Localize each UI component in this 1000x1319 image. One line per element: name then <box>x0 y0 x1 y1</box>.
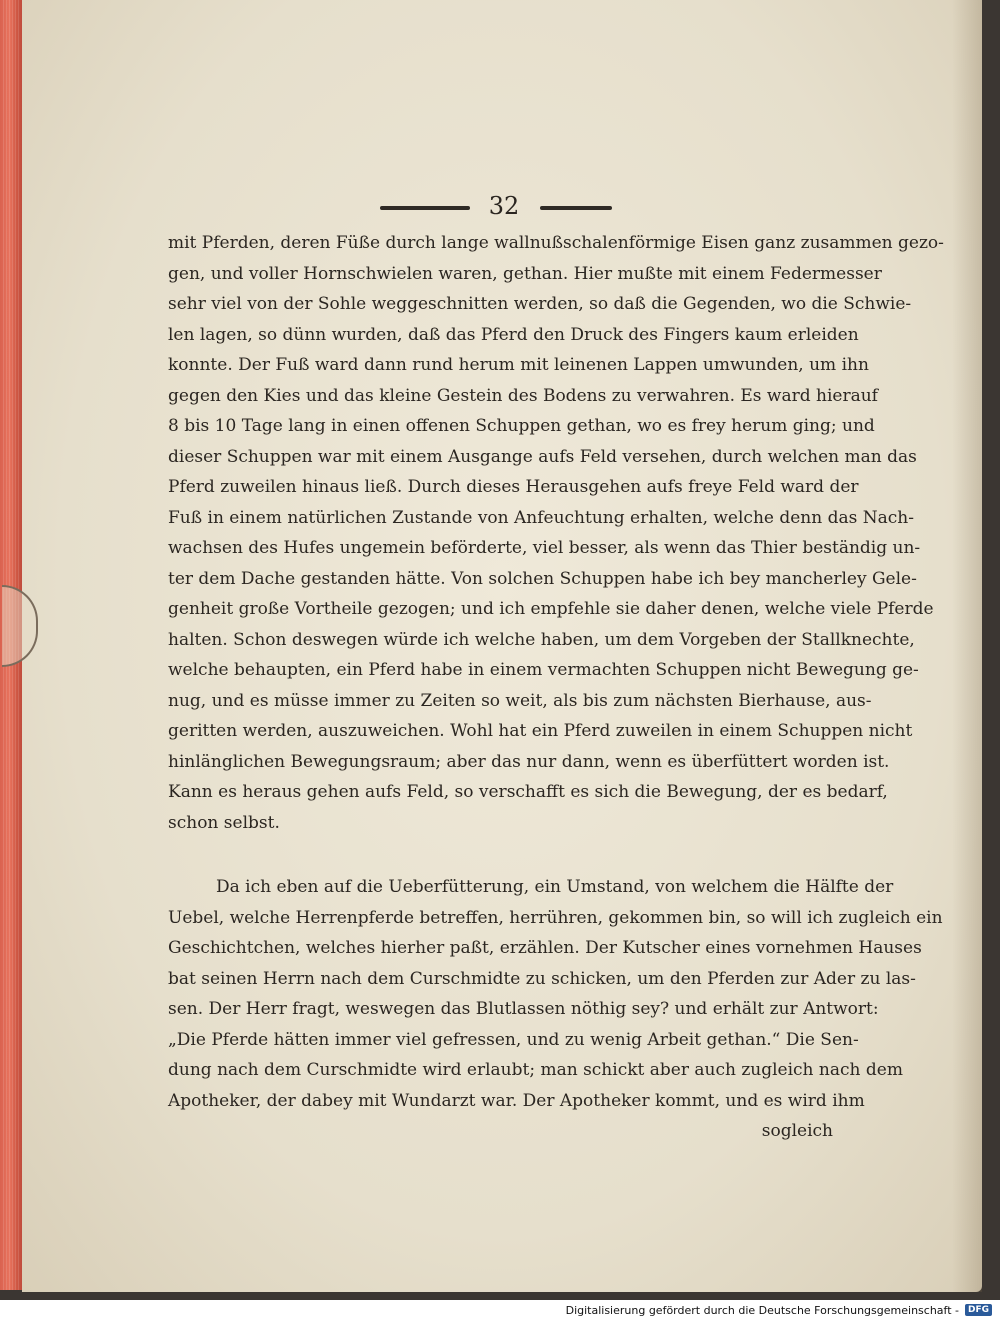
text-line: dung nach dem Curschmidte wird erlaubt; man schickt aber auch zugleich nach dem <box>168 1060 903 1080</box>
page-number: 32 <box>488 192 520 220</box>
text-line: Kann es heraus gehen aufs Feld, so verschafft es sich die Bewegung, der es bedarf, <box>168 782 888 802</box>
text-line: Fuß in einem natürlichen Zustande von Anfeuchtung erhalten, welche denn das Nach- <box>168 507 914 528</box>
footer-credit: Digitalisierung gefördert durch die Deutsche Forschungsgemeinschaft - <box>565 1303 959 1317</box>
text-line: halten. Schon deswegen würde ich welche haben, um dem Vorgeben der Stallknechte, <box>168 629 915 650</box>
catchword: sogleich <box>761 1121 833 1141</box>
page-gutter-shadow <box>952 0 982 1292</box>
text-line: „Die Pferde hätten immer viel gefressen, und zu wenig Arbeit gethan.“ Die Sen- <box>168 1029 859 1050</box>
footer <box>566 1302 992 1318</box>
header-ornament-right <box>540 206 612 210</box>
text-line: mit Pferden, deren Füße durch lange wallnußschalenförmige Eisen ganz zusammen gezo- <box>168 233 944 253</box>
text-line: welche behaupten, ein Pferd habe in einem vermachten Schuppen nicht Bewegung ge- <box>168 660 919 680</box>
text-line: dieser Schuppen war mit einem Ausgange aufs Feld versehen, durch welchen man das <box>168 446 917 467</box>
text-line: bat seinen Herrn nach dem Curschmidte zu schicken, um den Pferden zur Ader zu las- <box>168 968 916 989</box>
text-line: geritten werden, auszuweichen. Wohl hat ein Pferd zuweilen in einem Schuppen nicht <box>168 721 913 741</box>
text-line: Apotheker, der dabey mit Wundarzt war. Der Apotheker kommt, und es wird ihm <box>168 1090 865 1111</box>
text-line: sehr viel von der Sohle weggeschnitten werden, so daß die Gegenden, wo die Schwie- <box>168 294 912 314</box>
text-line: genheit große Vortheile gezogen; und ich empfehle sie daher denen, welche viele Pferde <box>168 599 934 619</box>
dfg-logo-icon: DFG <box>965 1304 992 1316</box>
text-line: Pferd zuweilen hinaus ließ. Durch dieses Herausgehen aufs freye Feld ward der <box>168 477 859 497</box>
text-line: Da ich eben auf die Ueberfütterung, ein Umstand, von welchem die Hälfte der <box>216 877 894 897</box>
text-line: nug, und es müsse immer zu Zeiten so weit, als bis zum nächsten Bierhause, aus- <box>168 690 872 711</box>
text-line: ter dem Dache gestanden hätte. Von solchen Schuppen habe ich bey mancherley Gele- <box>168 568 917 589</box>
text-line: Uebel, welche Herrenpferde betreffen, herrühren, gekommen bin, so will ich zugleich ein <box>168 907 943 928</box>
header-ornament-left <box>380 206 470 210</box>
text-line: wachsen des Hufes ungemein beförderte, viel besser, als wenn das Thier beständig un- <box>168 538 921 558</box>
text-line: 8 bis 10 Tage lang in einen offenen Schuppen gethan, wo es frey herum ging; und <box>168 416 875 436</box>
text-line: gegen den Kies und das kleine Gestein des Bodens zu verwahren. Es ward hierauf <box>168 385 878 406</box>
text-line: Geschichtchen, welches hierher paßt, erzählen. Der Kutscher eines vornehmen Hauses <box>168 938 922 958</box>
text-line: gen, und voller Hornschwielen waren, gethan. Hier mußte mit einem Federmesser <box>168 263 882 284</box>
page-text <box>168 228 944 1147</box>
text-line: hinlänglichen Bewegungsraum; aber das nur dann, wenn es überfüttert worden ist. <box>168 751 890 772</box>
text-line: schon selbst. <box>168 812 280 833</box>
paragraph-1 <box>168 228 944 838</box>
page-header <box>372 192 616 220</box>
paragraph-2 <box>168 872 943 1116</box>
text-line: len lagen, so dünn wurden, daß das Pferd den Druck des Fingers kaum erleiden <box>168 324 859 345</box>
paragraph-gap <box>168 838 833 872</box>
text-line: konnte. Der Fuß ward dann rund herum mit leinenen Lappen umwunden, um ihn <box>168 355 869 375</box>
text-line: sen. Der Herr fragt, weswegen das Blutlassen nöthig sey? und erhält zur Antwort: <box>168 999 879 1019</box>
